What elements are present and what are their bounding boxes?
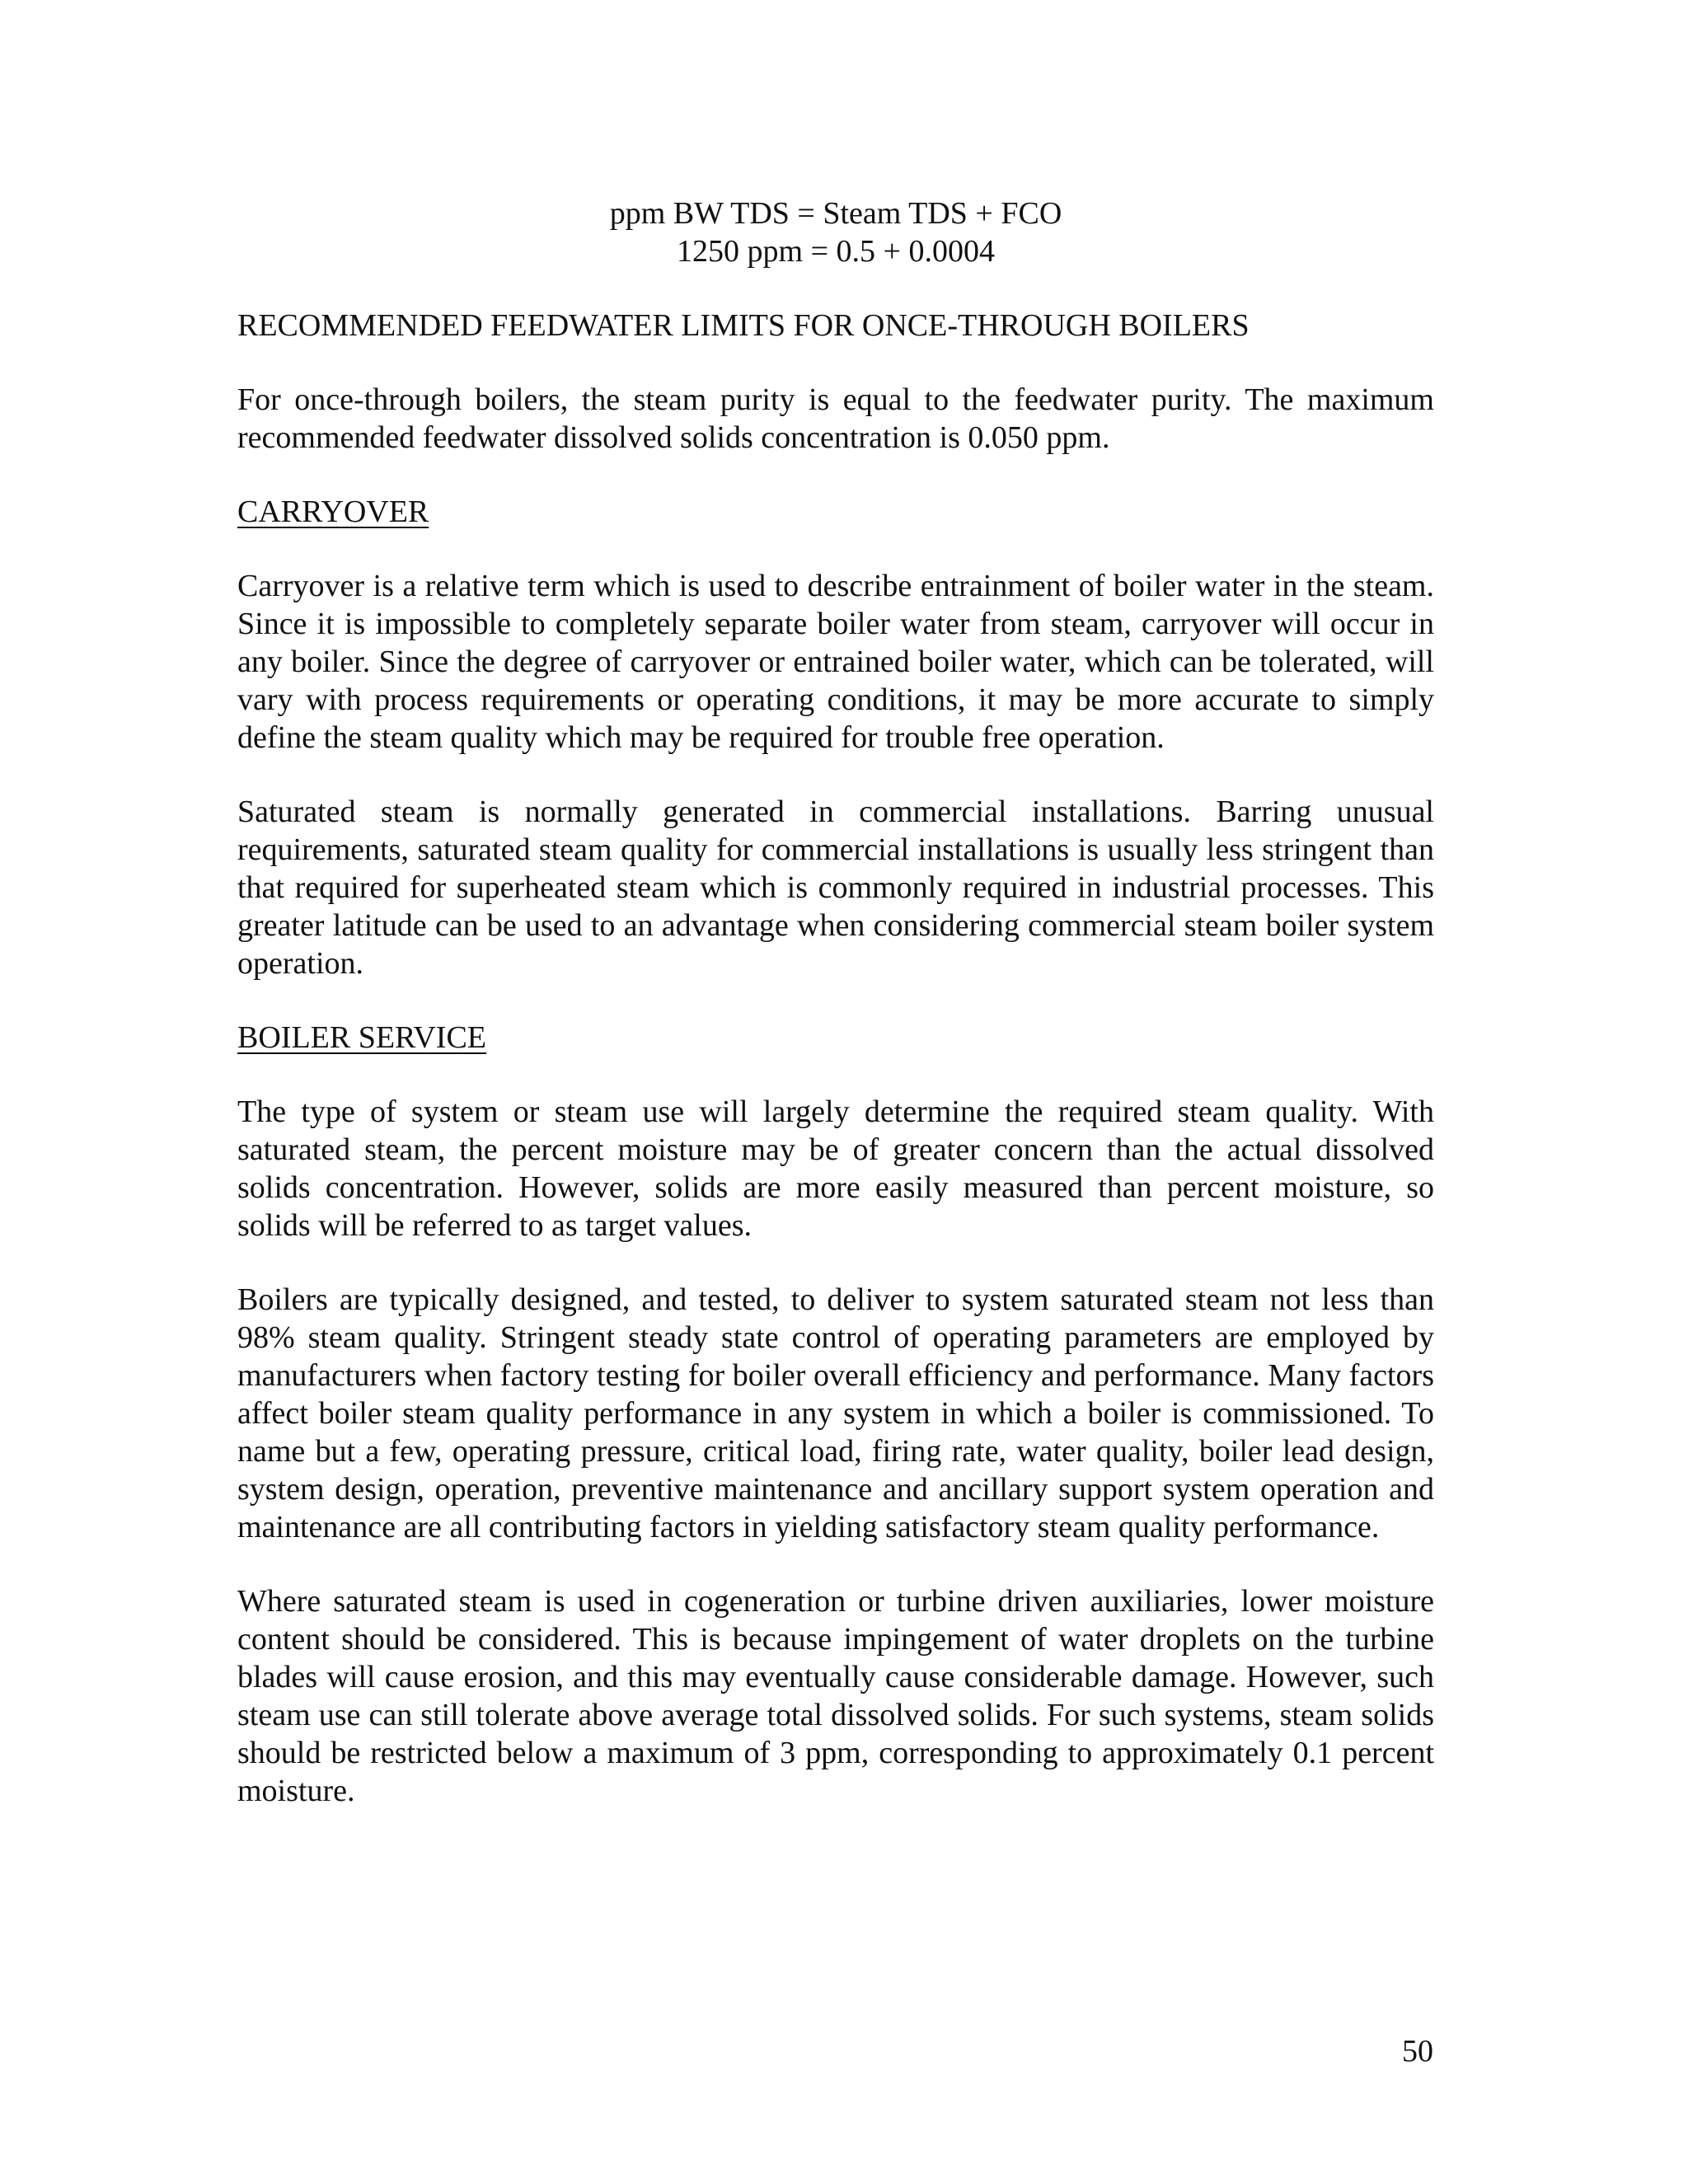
paragraph: Boilers are typically designed, and tested, to deliver to system saturated steam not less than 98% steam quality. Stringent steady state control of operating parameters are employed by manufacturers when factory testing for boiler overall efficiency and performance. Many factors affect boiler steam quality performance in any system in which a boiler is commissioned. To name but a few, operating pressure, critical load, firing rate, water quality, boiler lead design, system design, operation, preventive maintenance and ancillary support system operation and maintenance are all contributing factors in yielding satisfactory steam quality performance. bbox=[237, 1282, 1434, 1544]
paragraph: Where saturated steam is used in cogeneration or turbine driven auxiliaries, lower moisture content should be considered. This is because impingement of water droplets on the turbine blades will cause erosion, and this may eventually cause considerable damage. However, such steam use can still tolerate above average total dissolved solids. For such systems, steam solids should be restricted below a maximum of 3 ppm, corresponding to approximately 0.1 percent moisture. bbox=[237, 1584, 1434, 1808]
section-heading: BOILER SERVICE bbox=[237, 1020, 487, 1055]
paragraph: The type of system or steam use will largely determine the required steam quality. With saturated steam, the percent moisture may be of greater concern than the actual dissolved solids concentration. However, solids are more easily measured than percent moisture, so solids will be referred to as target values. bbox=[237, 1094, 1434, 1243]
paragraph: Saturated steam is normally generated in commercial installations. Barring unusual requirements, saturated steam quality for commercial installations is usually less stringent than that required for superheated steam which is commonly required in industrial processes. This greater latitude can be used to an advantage when considering commercial steam boiler system operation. bbox=[237, 794, 1434, 981]
section-heading: RECOMMENDED FEEDWATER LIMITS FOR ONCE-THROUGH BOILERS bbox=[237, 308, 1250, 343]
section-heading: CARRYOVER bbox=[237, 494, 429, 529]
paragraph: For once-through boilers, the steam purity is equal to the feedwater purity. The maximum recommended feedwater dissolved solids concentration is 0.050 ppm. bbox=[237, 382, 1434, 455]
equation-line: ppm BW TDS = Steam TDS + FCO bbox=[609, 196, 1062, 231]
equation-line: 1250 ppm = 0.5 + 0.0004 bbox=[677, 234, 995, 269]
document-page bbox=[237, 194, 1434, 1810]
page-number: 50 bbox=[1402, 2034, 1433, 2069]
paragraph: Carryover is a relative term which is used to describe entrainment of boiler water in the steam. Since it is impossible to completely separate boiler water from steam, carryover will occur in any boiler. Since the degree of carryover or entrained boiler water, which can be tolerated, will vary with process requirements or operating conditions, it may be more accurate to simply define the steam quality which may be required for trouble free operation. bbox=[237, 569, 1434, 755]
